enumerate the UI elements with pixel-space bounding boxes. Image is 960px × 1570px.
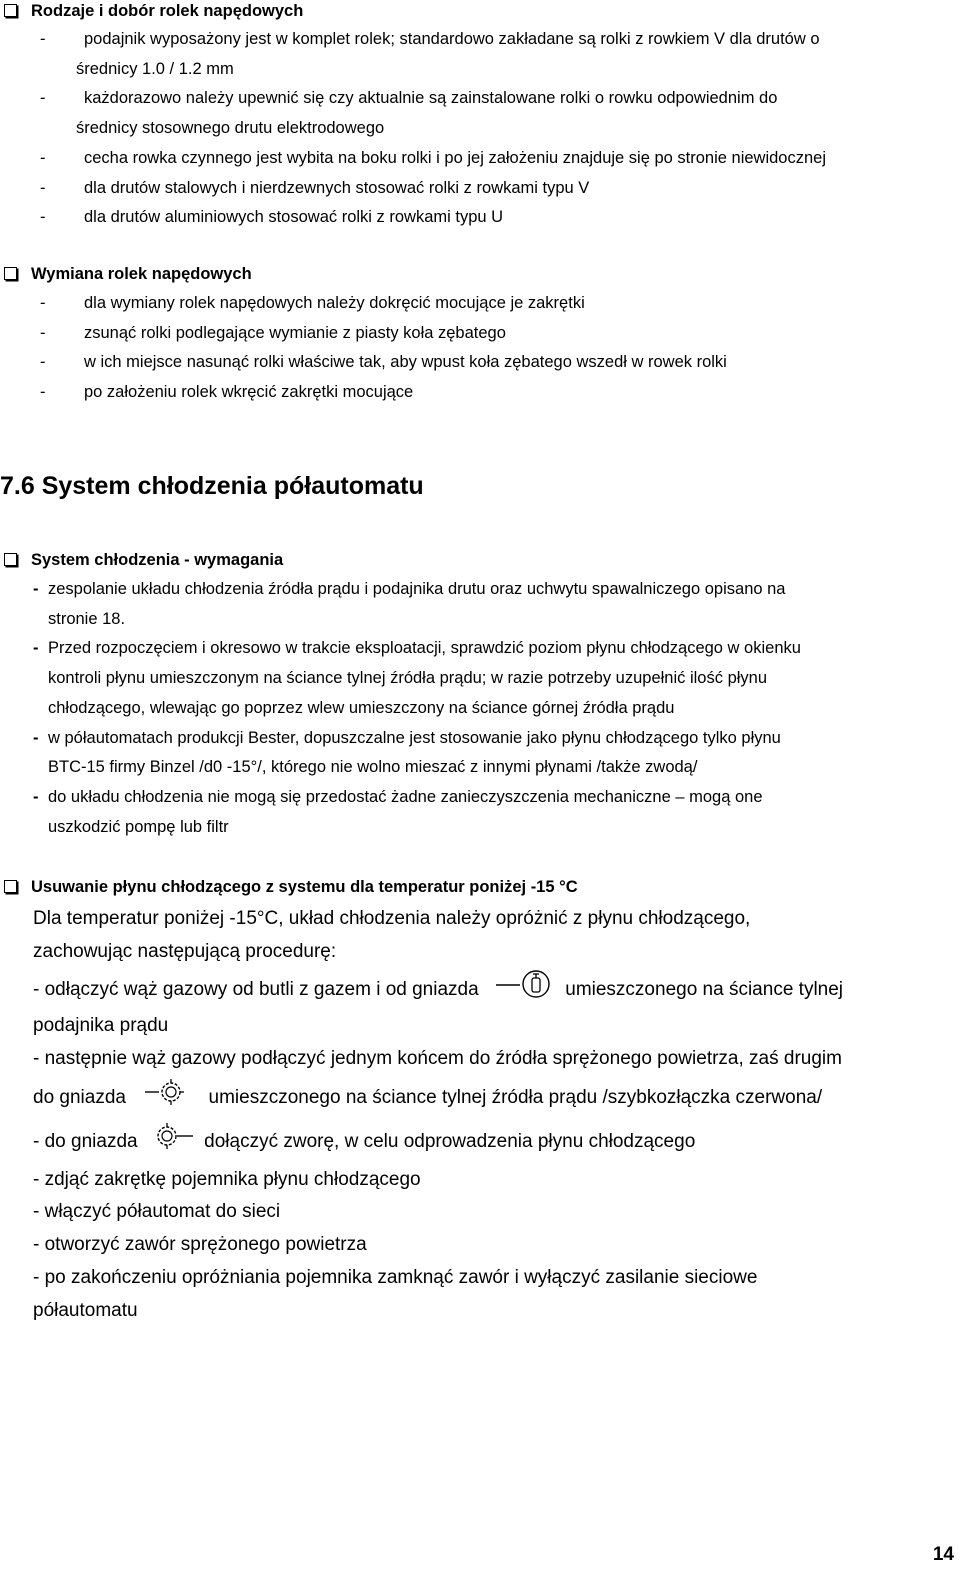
- list-item: - w ich miejsce nasunąć rolki właściwe tak, aby wpust koła zębatego wszedł w rowek rolki: [40, 353, 727, 372]
- list-item-text: każdorazowo należy upewnić się czy aktualnie są zainstalowane rolki o rowku odpowiednim do: [84, 89, 778, 108]
- list-item-text-continued: uszkodzić pompę lub filtr: [48, 817, 229, 836]
- page-number: 14: [932, 1544, 954, 1565]
- list-item: - podajnik wyposażony jest w komplet rolek; standardowo zakładane są rolki z rowkiem V dla drutów o średnicy 1.0 / 1.2 mm: [40, 25, 955, 84]
- list-item: - każdorazowo należy upewnić się czy aktualnie są zainstalowane rolki o rowku odpowiednim do średnicy stosownego drutu elektrodowego: [40, 84, 955, 143]
- section-heading-roll-types: [4, 0, 303, 22]
- list-item: - cecha rowka czynnego jest wybita na boku rolki i po jej założeniu znajduje się po stronie niewidocznej: [40, 148, 827, 167]
- step-text: do gniazda: [33, 1086, 126, 1108]
- list-item: - zsunąć rolki podlegające wymianie z piasty koła zębatego: [40, 323, 506, 342]
- list-item: - dla drutów aluminiowych stosować rolki z rowkami typu U: [40, 208, 504, 227]
- section-heading-coolant-removal: [4, 876, 578, 898]
- coolant-removal-procedure: [33, 903, 953, 1328]
- procedure-step-continued: [33, 1076, 953, 1120]
- list-item-text: w ich miejsce nasunąć rolki właściwe tak, aby wpust koła zębatego wszedł w rowek rolki: [84, 353, 727, 372]
- procedure-intro-continued: zachowując następującą procedurę:: [33, 940, 337, 962]
- roll-types-list: [40, 25, 955, 233]
- list-item-text: podajnik wyposażony jest w komplet rolek; standardowo zakładane są rolki z rowkiem V dla drutów o: [84, 30, 820, 48]
- list-item: - zespolanie układu chłodzenia źródła prądu i podajnika drutu oraz uchwytu spawalniczego opisano na stronie 18.: [33, 580, 786, 628]
- cooling-requirements-list: [33, 575, 948, 842]
- checkbox-bullet-icon: [4, 880, 17, 893]
- list-item-text-continued: średnicy stosownego drutu elektrodowego: [76, 119, 385, 138]
- list-item-text: zespolanie układu chłodzenia źródła prądu i podajnika drutu oraz uchwytu spawalniczego opisano na: [48, 580, 786, 598]
- list-item-text-continued: chłodzącego, wlewając go poprzez wlew umieszczony na ściance górnej źródła prądu: [48, 698, 675, 717]
- coolant-socket-icon: [145, 1076, 189, 1120]
- section-title: Rodzaje i dobór rolek napędowych: [31, 2, 304, 20]
- procedure-step: [33, 969, 953, 1011]
- roll-replacement-list: [40, 289, 955, 408]
- list-item-text: po założeniu rolek wkręcić zakrętki mocujące: [84, 383, 414, 402]
- step-text-continued: umieszczonego na ściance tylnej źródła prądu /szybkozłączka czerwona/: [208, 1086, 823, 1108]
- checkbox-bullet-icon: [4, 267, 17, 280]
- list-item-text: cecha rowka czynnego jest wybita na boku rolki i po jej założeniu znajduje się po stronie niewidocznej: [84, 148, 827, 167]
- list-item-text: dla wymiany rolek napędowych należy dokręcić mocujące je zakrętki: [84, 294, 585, 312]
- list-item: - dla drutów stalowych i nierdzewnych stosować rolki z rowkami typu V: [40, 178, 590, 197]
- procedure-step: [33, 1120, 953, 1164]
- section-heading-cooling-requirements: [4, 549, 283, 571]
- procedure-step-continued: półautomatu: [33, 1299, 138, 1321]
- list-item: - Przed rozpoczęciem i okresowo w trakcie eksploatacji, sprawdzić poziom płynu chłodzącego w okienku kontroli płynu umieszczonym na ściance tylnej źródła prądu; w razie potrzeby uzupełnić ilość płynu chłodzącego, wlewając go poprzez wlew umieszczony na ściance górnej źródła prądu: [33, 639, 801, 717]
- list-item-text: dla drutów stalowych i nierdzewnych stosować rolki z rowkami typu V: [84, 178, 590, 197]
- list-item-text-continued: kontroli płynu umieszczonym na ściance tylnej źródła prądu; w razie potrzeby uzupełnić ilość płynu: [48, 669, 768, 688]
- procedure-step: - włączyć półautomat do sieci: [33, 1201, 281, 1223]
- list-item-text-continued: średnicy 1.0 / 1.2 mm: [76, 59, 234, 78]
- list-item-text: do układu chłodzenia nie mogą się przedostać żadne zanieczyszczenia mechaniczne – mogą one: [48, 787, 763, 806]
- section-title: System chłodzenia - wymagania: [31, 551, 284, 569]
- list-item-text-continued: stronie 18.: [48, 609, 126, 628]
- procedure-intro: Dla temperatur poniżej -15°C, układ chłodzenia należy opróżnić z płynu chłodzącego,: [33, 908, 751, 929]
- step-text-continued: umieszczonego na ściance tylnej: [565, 978, 844, 1000]
- procedure-step-continued: podajnika prądu: [33, 1015, 169, 1037]
- procedure-step: - następnie wąż gazowy podłączyć jednym końcem do źródła sprężonego powietrza, zaś drugim: [33, 1048, 842, 1070]
- step-text: - do gniazda: [33, 1130, 138, 1152]
- list-item-text: w półautomatach produkcji Bester, dopuszczalne jest stosowanie jako płynu chłodzącego tylko płynu: [48, 728, 781, 747]
- checkbox-bullet-icon: [4, 553, 17, 566]
- section-title: Wymiana rolek napędowych: [31, 265, 252, 283]
- procedure-step: - otworzyć zawór sprężonego powietrza: [33, 1234, 367, 1256]
- chapter-heading: 7.6 System chłodzenia półautomatu: [0, 472, 424, 500]
- list-item-text: dla drutów aluminiowych stosować rolki z rowkami typu U: [84, 208, 504, 227]
- procedure-step: - po zakończeniu opróżniania pojemnika zamknąć zawór i wyłączyć zasilanie sieciowe: [33, 1266, 758, 1288]
- section-heading-roll-replacement: [4, 263, 252, 285]
- coolant-socket-icon: [149, 1120, 193, 1164]
- gas-cylinder-socket-icon: [496, 969, 552, 1011]
- step-text-continued: dołączyć zworę, w celu odprowadzenia płynu chłodzącego: [204, 1130, 696, 1152]
- list-item-text: Przed rozpoczęciem i okresowo w trakcie eksploatacji, sprawdzić poziom płynu chłodzącego w okienku: [48, 639, 801, 658]
- list-item: - dla wymiany rolek napędowych należy dokręcić mocujące je zakrętki: [40, 294, 585, 312]
- list-item: - do układu chłodzenia nie mogą się przedostać żadne zanieczyszczenia mechaniczne – mogą one uszkodzić pompę lub filtr: [33, 787, 763, 836]
- list-item: - w półautomatach produkcji Bester, dopuszczalne jest stosowanie jako płynu chłodzącego tylko płynu BTC-15 firmy Binzel /d0 -15°/, którego nie wolno mieszać z innymi płynami /także zwodą/: [33, 728, 781, 777]
- list-item: - po założeniu rolek wkręcić zakrętki mocujące: [40, 383, 414, 402]
- step-text: - odłączyć wąż gazowy od butli z gazem i od gniazda: [33, 978, 479, 1000]
- list-item-text-continued: BTC-15 firmy Binzel /d0 -15°/, którego nie wolno mieszać z innymi płynami /także zwodą/: [48, 758, 698, 777]
- section-title: Usuwanie płynu chłodzącego z systemu dla temperatur poniżej -15 °C: [31, 878, 578, 896]
- procedure-step: - zdjąć zakrętkę pojemnika płynu chłodzącego: [33, 1168, 421, 1190]
- list-item-text: zsunąć rolki podlegające wymianie z piasty koła zębatego: [84, 323, 506, 342]
- checkbox-bullet-icon: [4, 4, 17, 17]
